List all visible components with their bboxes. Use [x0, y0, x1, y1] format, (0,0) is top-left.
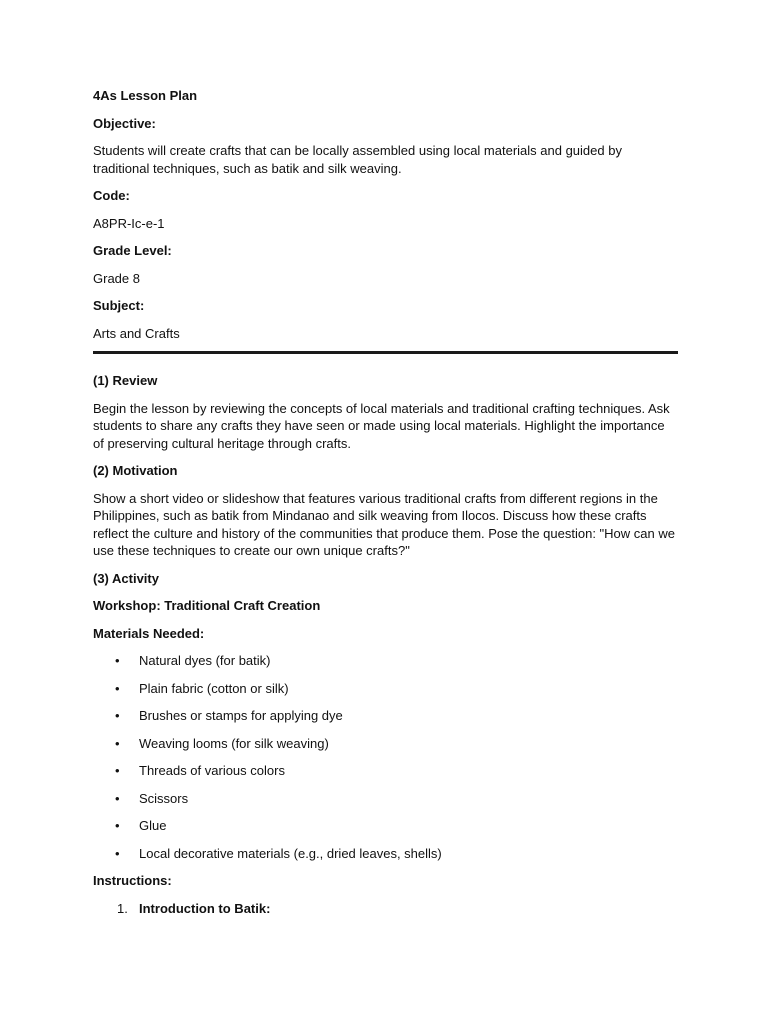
workshop-heading: Workshop: Traditional Craft Creation — [93, 598, 321, 613]
bullet-icon: • — [115, 818, 120, 833]
grade-level-label: Grade Level: — [93, 243, 172, 258]
list-item — [93, 735, 678, 753]
material-item: Brushes or stamps for applying dye — [139, 708, 343, 723]
bullet-icon: • — [115, 653, 120, 668]
list-item — [93, 845, 678, 863]
subject-value: Arts and Crafts — [93, 325, 180, 341]
list-item — [93, 680, 678, 698]
document-page — [93, 87, 678, 917]
code-value: A8PR-Ic-e-1 — [93, 215, 165, 231]
bullet-icon: • — [115, 680, 120, 696]
material-item: Weaving looms (for silk weaving) — [139, 735, 329, 751]
step-label: Introduction to Batik: — [139, 900, 271, 916]
bullet-icon: • — [115, 790, 120, 806]
list-item — [93, 762, 678, 780]
bullet-icon: • — [115, 763, 120, 778]
list-item — [93, 652, 678, 670]
materials-list — [93, 652, 678, 862]
bullet-icon: • — [115, 735, 120, 751]
instructions-heading: Instructions: — [93, 873, 172, 888]
material-item: Local decorative materials (e.g., dried leaves, shells) — [139, 845, 442, 861]
material-item: Natural dyes (for batik) — [139, 653, 271, 668]
material-item: Threads of various colors — [139, 763, 285, 778]
document-title: 4As Lesson Plan — [93, 88, 198, 103]
review-heading: (1) Review — [93, 373, 158, 388]
activity-heading: (3) Activity — [93, 570, 159, 586]
code-label: Code: — [93, 188, 130, 203]
instructions-list — [93, 900, 678, 918]
list-item — [93, 707, 678, 725]
motivation-text: Show a short video or slideshow that features various traditional crafts from different regions in the Philippines, such as batik from Mindanao and silk weaving from Ilocos. Discuss how these crafts reflect the culture and history of the communities that produce them. Pose the question: "How can we use these techniques to create our own unique crafts?" — [93, 490, 675, 558]
list-item — [93, 900, 678, 918]
grade-level-value: Grade 8 — [93, 270, 140, 286]
material-item: Glue — [139, 818, 167, 833]
materials-heading: Materials Needed: — [93, 625, 205, 641]
list-item — [93, 790, 678, 808]
bullet-icon: • — [115, 845, 120, 861]
review-text: Begin the lesson by reviewing the concepts of local materials and traditional crafting techniques. Ask students to share any crafts they have seen or made using local materials. Highlight the importance of preserving cultural heritage through crafts. — [93, 400, 670, 451]
motivation-heading: (2) Motivation — [93, 463, 178, 478]
material-item: Scissors — [139, 790, 189, 806]
step-number: 1. — [117, 900, 128, 916]
horizontal-rule — [93, 351, 678, 354]
objective-label: Objective: — [93, 115, 156, 131]
list-item — [93, 817, 678, 835]
bullet-icon: • — [115, 708, 120, 723]
material-item: Plain fabric (cotton or silk) — [139, 680, 289, 696]
subject-label: Subject: — [93, 298, 145, 313]
objective-text: Students will create crafts that can be locally assembled using local materials and guided by traditional techniques, such as batik and silk weaving. — [93, 143, 622, 176]
